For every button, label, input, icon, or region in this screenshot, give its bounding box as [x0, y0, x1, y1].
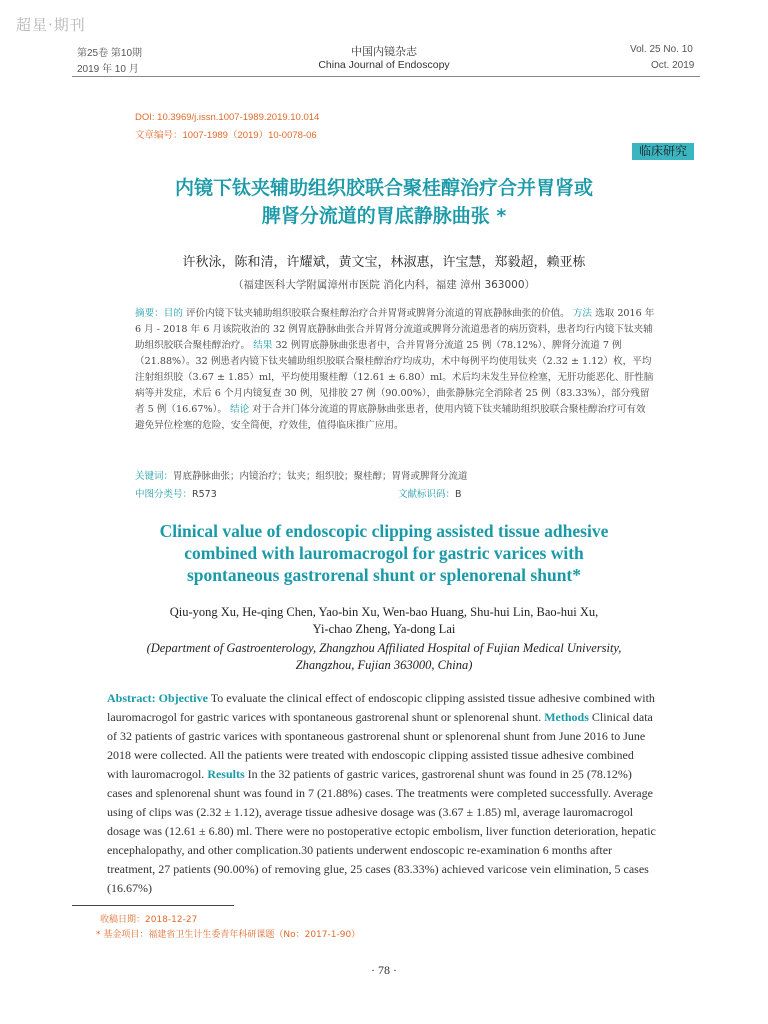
watermark-logo: 超星·期刊 [16, 16, 86, 34]
abstract-en-results: In the 32 patients of gastric varices, gastrorenal shunt was found in 25 (78.12%) cases and splenorenal shunt was found in 7 (21.88%) cases. The treatments were completed successfully. Average using of clips was (2.32 ± 1.12), average tissue adhesive dosage was (3.67 ± 1.85) ml, average lauromacrogol dosage was (12.61 ± 6.80) ml. There were no postoperative ectopic embolism, liver function deterioration, hepatic encephalopathy, and other complication.30 patients underwent endoscopic re-examination 6 months after treatment, 27 patients (90.00%) of removing glue, 25 cases (83.33%) achieved varicose vein elimination, 5 cases (16.67%) [107, 767, 656, 895]
abstract-cn-conclusion-label: 结论 [230, 404, 250, 415]
header-date-cn: 2019 年 10 月 [77, 64, 139, 75]
abstract-cn-conclusion: 对于合并门体分流道的胃底静脉曲张患者，使用内镜下钛夹辅助组织胶联合聚桂醇治疗可有效避免异位栓塞的危险，安全简便，疗效佳，值得临床推广应用。 [135, 404, 646, 431]
page-number: · 78 · [371, 963, 397, 977]
abstract-cn-methods: 选取 2016 年 6 月 - 2018 年 6 月该院收治的 32 例胃底静脉曲张合并胃肾分流道或脾肾分流道患者的病历资料，患者均行内镜下钛夹辅助组织胶联合聚桂醇治疗。 [135, 308, 655, 351]
header-journal-en: China Journal of Endoscopy [318, 59, 450, 71]
footnote-received: 收稿日期：2018-12-27 [100, 915, 198, 925]
header-date-en: Oct. 2019 [651, 60, 695, 71]
affiliation-cn: （福建医科大学附属漳州市医院 消化内科，福建 漳州 363000） [232, 279, 536, 291]
clc-label: 中图分类号： [135, 489, 193, 500]
clc-number [135, 486, 217, 500]
affiliation-en-line: (Department of Gastroenterology, Zhangzhou Affiliated Hospital of Fujian Medical University, [146, 641, 622, 655]
header-rule [72, 76, 700, 77]
doc-code [398, 486, 462, 500]
article-number [135, 127, 317, 141]
abstract-en-methods-label: Methods [544, 710, 589, 724]
title-en-line: combined with lauromacrogol for gastric varices with [184, 543, 584, 563]
footnote-fund: * 基金项目：福建省卫生计生委青年科研课题（No：2017-1-90） [96, 930, 361, 940]
affiliation-en [0, 640, 768, 674]
abstract-en-objective: To evaluate the clinical effect of endoscopic clipping assisted tissue adhesive combined with lauromacrogol for gastric varices with spontaneous gastrorenal shunt or splenorenal shunt. [107, 691, 655, 724]
abstract-cn-label: 摘要：目的 [135, 308, 183, 319]
title-cn-line: 内镜下钛夹辅助组织胶联合聚桂醇治疗合并胃肾或 [174, 177, 593, 199]
clc-value: R573 [192, 489, 217, 500]
footnote-rule [72, 905, 234, 906]
title-en-line: spontaneous gastrorenal shunt or splenorenal shunt* [186, 565, 581, 585]
article-number-value: 1007-1989（2019）10-0078-06 [182, 130, 317, 141]
abstract-cn-results: 32 例胃底静脉曲张患者中，合并胃肾分流道 25 例（78.12%）、脾肾分流道 7 例（21.88%）。32 例患者内镜下钛夹辅助组织胶联合聚桂醇治疗均成功，术中每例平均使用钛夹（2.32 ± 1.12）枚，平均注射组织胶（3.67 ± 1.85）ml，平均使用聚桂醇（12.61 ± 6.80）ml。术后均未发生异位栓塞，无肝功能恶化、肝性脑病等并发症，术后 6 个月内镜复查 30 例，见排胶 27 例（90.00%），曲张静脉完全消除者 25 例（83.33%），部分残留者 5 例（16.67%）。 [135, 340, 654, 415]
title-cn-line: 脾肾分流道的胃底静脉曲张 * [261, 205, 507, 227]
authors-en-line: Yi-chao Zheng, Ya-dong Lai [312, 622, 456, 636]
title-en-line: Clinical value of endoscopic clipping assisted tissue adhesive [159, 521, 609, 541]
doc-code-label: 文献标识码： [398, 489, 456, 500]
title-cn [0, 174, 768, 230]
affiliation-en-line: Zhangzhou, Fujian 363000, China) [295, 658, 473, 672]
abstract-en-methods: Clinical data of 32 patients of gastric varices with spontaneous gastrorenal shunt or splenorenal shunt from June 2016 to June 2018 were collected. All the patients were treated with endoscopic clipping assisted tissue adhesive combined with lauromacrogol. [107, 710, 653, 781]
abstract-cn-objective: 评价内镜下钛夹辅助组织胶联合聚桂醇治疗合并胃肾或脾肾分流道的胃底静脉曲张的价值。 [186, 308, 570, 319]
doi: DOI: 10.3969/j.issn.1007-1989.2019.10.014 [135, 112, 320, 123]
abstract-en-results-label: Results [207, 767, 245, 781]
keywords-cn [135, 468, 468, 482]
abstract-en [107, 689, 658, 898]
abstract-cn [135, 306, 655, 434]
doc-code-value: B [455, 489, 462, 500]
abstract-en-label: Abstract: Objective [107, 691, 208, 705]
header-journal-cn: 中国内镜杂志 [351, 45, 417, 58]
authors-cn: 许秋泳，陈和清，许耀斌，黄文宝，林淑惠，许宝慧，郑毅超，赖亚栋 [182, 255, 586, 270]
header-volume-en: Vol. 25 No. 10 [630, 44, 693, 55]
abstract-cn-methods-label: 方法 [572, 308, 593, 319]
abstract-cn-results-label: 结果 [253, 340, 273, 351]
keywords-cn-value: 胃底静脉曲张；内镜治疗；钛夹；组织胶；聚桂醇；胃肾或脾肾分流道 [173, 471, 468, 482]
authors-en-line: Qiu-yong Xu, He-qing Chen, Yao-bin Xu, Wen-bao Huang, Shu-hui Lin, Bao-hui Xu, [169, 605, 599, 619]
header-volume-cn: 第25卷 第10期 [77, 48, 143, 59]
authors-en [0, 604, 768, 638]
title-en [0, 520, 768, 586]
article-number-label: 文章编号： [135, 130, 183, 141]
keywords-cn-label: 关键词： [135, 471, 174, 482]
section-badge: 临床研究 [632, 143, 694, 160]
